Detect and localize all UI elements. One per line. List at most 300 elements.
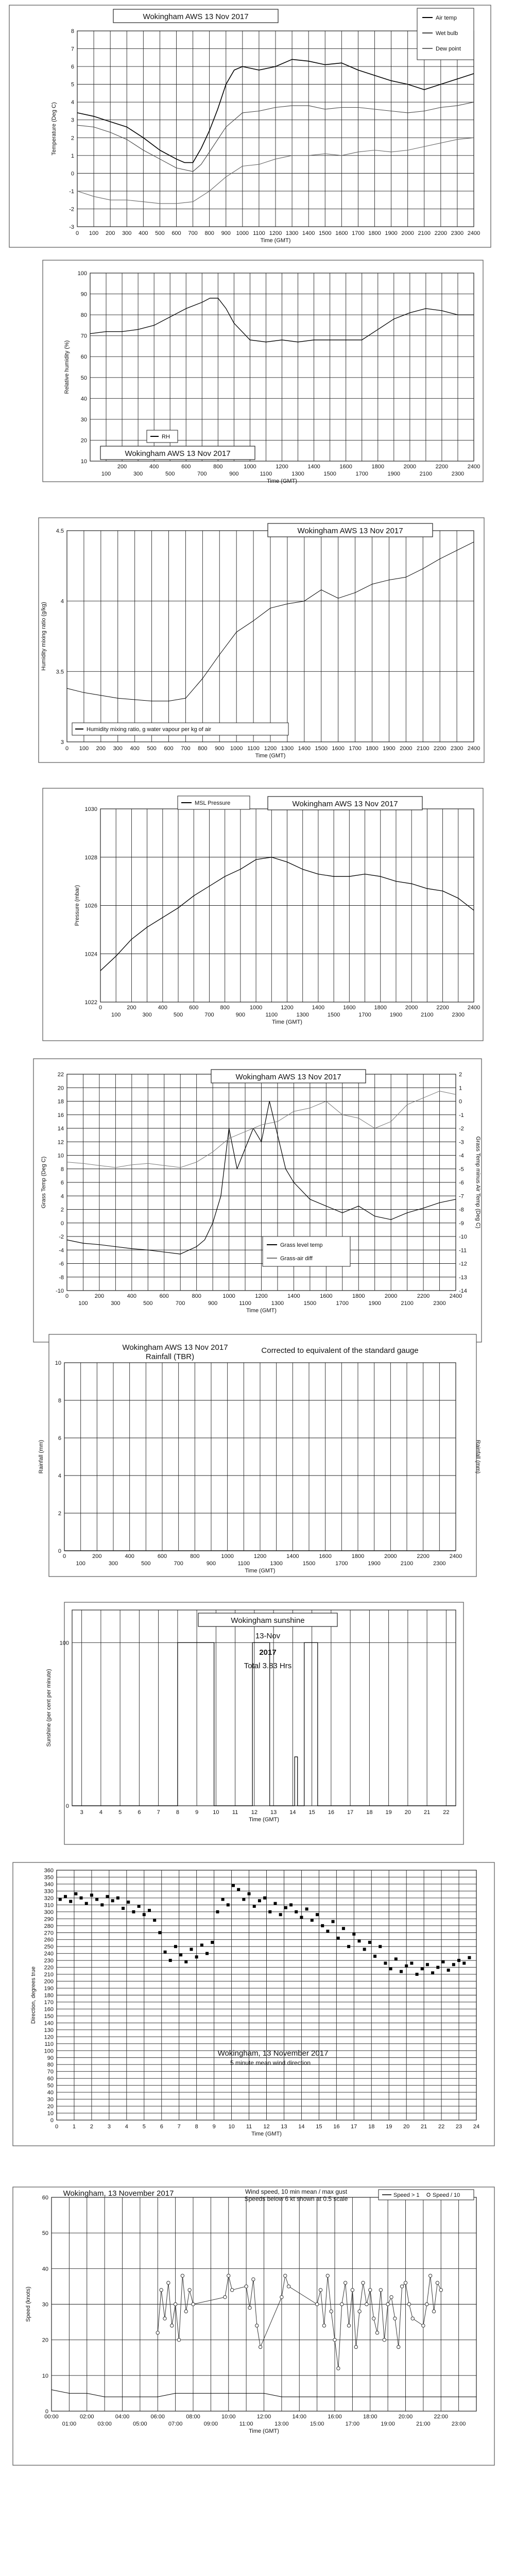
- y-tick-label: 10: [55, 1360, 61, 1366]
- y-tick-label-right: 1: [459, 1085, 462, 1092]
- scatter-point: [263, 1896, 266, 1900]
- x-tick-label: 2100: [401, 1300, 414, 1307]
- scatter-point: [284, 1906, 287, 1909]
- y-tick-label: 6: [71, 64, 74, 71]
- x-tick-label: 11:00: [239, 2421, 253, 2427]
- x-tick-label: 1100: [265, 1012, 278, 1018]
- chart-wind_speed: [13, 2187, 494, 2465]
- x-tick-label: 16: [333, 2124, 340, 2130]
- x-tick-label: 1400: [298, 745, 311, 752]
- x-tick-label: 1800: [351, 1553, 365, 1560]
- y-tick-label: 6: [58, 1435, 61, 1442]
- scatter-point: [164, 1951, 167, 1954]
- x-tick-label: 9: [212, 2124, 216, 2130]
- x-tick-label: 1900: [368, 1561, 381, 1567]
- x-tick-label: 12: [251, 1809, 258, 1816]
- x-tick-label: 100: [101, 471, 111, 477]
- x-tick-label: 5: [118, 1809, 122, 1816]
- chart-title: Wokingham AWS 13 Nov 2017: [125, 449, 231, 458]
- gust-marker: [362, 2281, 365, 2284]
- x-tick-label: 400: [125, 1553, 134, 1560]
- y-tick-label: 150: [44, 2013, 54, 2020]
- scatter-point: [122, 1907, 125, 1910]
- y-tick-label-right: -14: [459, 1288, 467, 1294]
- gust-marker: [411, 2317, 414, 2320]
- scatter-point: [273, 1902, 277, 1905]
- scatter-point: [148, 1909, 151, 1912]
- gust-marker: [230, 2289, 233, 2292]
- x-tick-label: 600: [157, 1553, 167, 1560]
- gust-marker: [386, 2302, 389, 2306]
- x-tick-label: 13:00: [274, 2421, 289, 2427]
- y-tick-label: 12: [57, 1139, 64, 1146]
- y-tick-label-right: -13: [459, 1274, 467, 1281]
- y-tick-label: 350: [44, 1874, 54, 1881]
- y-tick-label: 40: [47, 2090, 54, 2096]
- x-tick-label: 16:00: [328, 2414, 342, 2420]
- y-tick-label-right: -10: [459, 1234, 467, 1240]
- y-tick-label: 60: [80, 354, 87, 361]
- x-tick-label: 2300: [433, 1300, 446, 1307]
- y-tick-label: 6: [60, 1180, 64, 1186]
- scatter-point: [394, 1957, 398, 1960]
- x-tick-label: 200: [96, 745, 106, 752]
- x-tick-label: 0: [55, 2124, 59, 2130]
- y-tick-label: -3: [69, 224, 74, 230]
- x-tick-label: 7: [157, 1809, 160, 1816]
- gust-marker: [181, 2274, 184, 2277]
- scatter-point: [379, 1945, 382, 1948]
- x-tick-label: 1500: [302, 1561, 316, 1567]
- y-tick-label: 0: [45, 2409, 48, 2415]
- x-tick-label: 2100: [418, 230, 431, 236]
- x-tick-label: 2000: [400, 745, 413, 752]
- x-tick-label: 1800: [366, 745, 379, 752]
- gust-marker: [315, 2302, 318, 2306]
- x-tick-label: 900: [229, 471, 239, 477]
- scatter-point: [326, 1930, 329, 1933]
- x-tick-label: 19: [385, 1809, 392, 1816]
- y-tick-label: 20: [47, 2104, 54, 2110]
- x-tick-label: 1500: [303, 1300, 317, 1307]
- x-tick-label: 1700: [352, 230, 365, 236]
- y-tick-label-right: -11: [459, 1247, 467, 1254]
- x-tick-label: 1200: [255, 1293, 268, 1299]
- scatter-point: [410, 1962, 413, 1965]
- scatter-point: [258, 1899, 261, 1902]
- x-tick-label: 07:00: [168, 2421, 183, 2427]
- y-tick-label: 8: [60, 1166, 64, 1173]
- scatter-point: [347, 1945, 350, 1948]
- scatter-point: [111, 1899, 114, 1902]
- x-tick-label: 10: [213, 1809, 219, 1816]
- x-tick-label: 0: [65, 745, 69, 752]
- x-tick-label: 900: [235, 1012, 246, 1018]
- scatter-point: [174, 1945, 177, 1948]
- y-tick-label: 160: [44, 2006, 54, 2013]
- y-tick-label: 5: [71, 81, 74, 88]
- x-tick-label: 100: [79, 745, 89, 752]
- x-tick-label: 1400: [307, 464, 320, 470]
- x-tick-label: 700: [188, 230, 198, 236]
- x-tick-label: 900: [215, 745, 225, 752]
- y-tick-label: 340: [44, 1881, 54, 1888]
- y-tick-label: 60: [47, 2076, 54, 2082]
- x-tick-label: 2400: [467, 745, 480, 752]
- legend-swatch: [427, 2193, 430, 2196]
- x-tick-label: 2: [90, 2124, 93, 2130]
- scatter-point: [389, 1967, 392, 1970]
- x-tick-label: 2000: [384, 1553, 397, 1560]
- scatter-point: [295, 1910, 298, 1913]
- x-tick-label: 2400: [467, 1005, 480, 1011]
- y-tick-label: 3: [60, 739, 64, 745]
- y-axis-label: Temperature (Deg C): [51, 102, 57, 156]
- x-tick-label: 400: [127, 1293, 137, 1299]
- x-tick-label: 1500: [319, 230, 332, 236]
- y-tick-label: 18: [57, 1098, 64, 1105]
- x-tick-label: 2200: [434, 230, 448, 236]
- scatter-point: [373, 1955, 376, 1958]
- y-tick-label: -10: [56, 1288, 64, 1294]
- x-tick-label: 1900: [389, 1012, 403, 1018]
- scatter-point: [321, 1924, 324, 1927]
- y-tick-label: 290: [44, 1916, 54, 1923]
- chart-rainfall: [38, 1334, 481, 1577]
- y-tick-label: 260: [44, 1937, 54, 1943]
- scatter-point: [363, 1948, 366, 1951]
- x-tick-label: 2000: [405, 1005, 418, 1011]
- x-tick-label: 300: [108, 1561, 118, 1567]
- scatter-point: [289, 1903, 293, 1906]
- gust-marker: [322, 2324, 325, 2327]
- x-tick-label: 18: [368, 2124, 375, 2130]
- y-tick-label-right: 2: [459, 1072, 462, 1078]
- scatter-point: [116, 1896, 119, 1900]
- x-tick-label: 14:00: [292, 2414, 307, 2420]
- x-tick-label: 1400: [312, 1005, 325, 1011]
- gust-marker: [379, 2289, 382, 2292]
- y-tick-label-right: -8: [459, 1207, 464, 1213]
- x-tick-label: 800: [204, 230, 214, 236]
- chart-sunshine: [46, 1602, 464, 1844]
- x-tick-label: 500: [165, 471, 175, 477]
- scatter-point: [421, 1967, 424, 1970]
- x-tick-label: 1300: [270, 1561, 283, 1567]
- scatter-point: [237, 1888, 240, 1891]
- x-tick-label: 1300: [271, 1300, 284, 1307]
- x-tick-label: 1400: [287, 1293, 300, 1299]
- x-tick-label: 1500: [323, 471, 336, 477]
- legend-entry: Grass level temp: [280, 1242, 323, 1248]
- chart-mixing: [39, 518, 484, 762]
- chart-title: Wokingham AWS 13 Nov 2017: [122, 1343, 228, 1352]
- legend: [263, 1236, 350, 1266]
- x-tick-label: 1400: [286, 1553, 299, 1560]
- scatter-point: [431, 1971, 434, 1974]
- x-tick-label: 1700: [349, 745, 362, 752]
- y-tick-label-right: -9: [459, 1220, 464, 1227]
- x-tick-label: 2200: [433, 745, 447, 752]
- x-tick-label: 1000: [222, 1293, 235, 1299]
- x-tick-label: 12: [263, 2124, 270, 2130]
- x-tick-label: 9: [195, 1809, 199, 1816]
- x-tick-label: 23: [455, 2124, 462, 2130]
- x-tick-label: 500: [143, 1300, 153, 1307]
- chart-pressure: [43, 788, 483, 1041]
- x-tick-label: 1700: [335, 1561, 348, 1567]
- y-tick-label: -8: [59, 1274, 64, 1281]
- scatter-point: [158, 1931, 161, 1934]
- x-axis-label: Time (GMT): [255, 753, 286, 759]
- scatter-point: [64, 1895, 67, 1898]
- gust-marker: [369, 2289, 372, 2292]
- x-tick-label: 10:00: [221, 2414, 236, 2420]
- x-tick-label: 13: [281, 2124, 287, 2130]
- y-tick-label: 30: [80, 416, 87, 423]
- y-tick-label: 50: [42, 2230, 48, 2237]
- scatter-point: [69, 1900, 72, 1903]
- y-tick-label: 10: [80, 459, 87, 465]
- y-tick-label: 4: [58, 1473, 61, 1479]
- gust-marker: [351, 2289, 354, 2292]
- x-tick-label: 100: [111, 1012, 121, 1018]
- x-tick-label: 1300: [296, 1012, 309, 1018]
- gust-marker: [372, 2317, 375, 2320]
- gust-marker: [375, 2331, 379, 2334]
- y-tick-label: 50: [47, 2082, 54, 2089]
- y-tick-label: 240: [44, 1951, 54, 1957]
- legend-entry: Air temp: [436, 15, 457, 21]
- x-tick-label: 1100: [260, 471, 272, 477]
- y-tick-label: 170: [44, 1999, 54, 2006]
- x-tick-label: 2200: [436, 1005, 449, 1011]
- gust-marker: [156, 2331, 159, 2334]
- gust-marker: [170, 2324, 174, 2327]
- gust-marker: [192, 2302, 195, 2306]
- x-tick-label: 900: [206, 1561, 216, 1567]
- scatter-point: [452, 1963, 455, 1966]
- scatter-point: [211, 1941, 214, 1944]
- y-tick-label: 110: [44, 2041, 54, 2047]
- scatter-point: [195, 1955, 198, 1958]
- x-tick-label: 6: [160, 2124, 163, 2130]
- scatter-point: [248, 1892, 251, 1895]
- x-tick-label: 400: [139, 230, 148, 236]
- y-tick-label: 8: [71, 28, 74, 35]
- x-tick-label: 0: [75, 230, 79, 236]
- x-tick-label: 2000: [403, 464, 417, 470]
- x-tick-label: 13: [270, 1809, 277, 1816]
- scatter-point: [279, 1913, 282, 1916]
- x-tick-label: 17: [347, 1809, 354, 1816]
- y-tick-label: 80: [47, 2062, 54, 2069]
- x-tick-label: 22:00: [434, 2414, 449, 2420]
- x-tick-label: 2300: [433, 1561, 446, 1567]
- y-tick-label: 2: [60, 1207, 64, 1213]
- x-tick-label: 11: [232, 1809, 238, 1816]
- x-tick-label: 2400: [449, 1293, 462, 1299]
- x-tick-label: 2300: [452, 1012, 465, 1018]
- gust-marker: [174, 2302, 177, 2306]
- x-tick-label: 08:00: [186, 2414, 200, 2420]
- y-tick-label: 30: [47, 2096, 54, 2103]
- x-tick-label: 2200: [417, 1293, 430, 1299]
- x-tick-label: 1000: [230, 745, 243, 752]
- x-tick-label: 2300: [451, 471, 465, 477]
- scatter-point: [447, 1969, 450, 1972]
- y-axis-label: Humidity mixing ratio (g/kg): [41, 602, 47, 671]
- x-tick-label: 500: [155, 230, 165, 236]
- x-tick-label: 01:00: [62, 2421, 77, 2427]
- x-tick-label: 300: [142, 1012, 152, 1018]
- scatter-point: [462, 1962, 466, 1965]
- y-axis-label: Relative humidity (%): [64, 340, 70, 394]
- x-tick-label: 1300: [285, 230, 299, 236]
- x-tick-label: 300: [113, 745, 123, 752]
- y-tick-label: 0: [71, 171, 74, 177]
- x-tick-label: 1000: [236, 230, 249, 236]
- scatter-point: [357, 1939, 360, 1942]
- y-tick-label: 8: [58, 1398, 61, 1404]
- x-tick-label: 17: [351, 2124, 357, 2130]
- x-tick-label: 1500: [315, 745, 328, 752]
- legend-entry: RH: [162, 434, 170, 440]
- gust-marker: [428, 2274, 432, 2277]
- y-tick-label: 0: [65, 1803, 69, 1809]
- x-tick-label: 500: [173, 1012, 183, 1018]
- x-tick-label: 17:00: [345, 2421, 360, 2427]
- x-tick-label: 02:00: [79, 2414, 94, 2420]
- x-tick-label: 800: [192, 1293, 201, 1299]
- date-label: 13-Nov: [255, 1632, 281, 1640]
- x-tick-label: 14: [298, 2124, 305, 2130]
- gust-marker: [393, 2317, 397, 2320]
- x-tick-label: 1400: [302, 230, 315, 236]
- x-axis-label: Time (GMT): [251, 2131, 282, 2137]
- y-tick-label: 1030: [84, 806, 97, 812]
- y-tick-label: 1026: [84, 903, 97, 909]
- x-tick-label: 2000: [384, 1293, 398, 1299]
- scatter-point: [143, 1913, 146, 1916]
- gust-marker: [167, 2281, 170, 2284]
- x-tick-label: 14: [289, 1809, 296, 1816]
- chart-title: Wokingham AWS 13 Nov 2017: [297, 527, 403, 535]
- scatter-point: [227, 1903, 230, 1906]
- y-axis-label: Rainfall (mm): [38, 1439, 44, 1474]
- x-tick-label: 1200: [253, 1553, 267, 1560]
- gust-marker: [404, 2281, 407, 2284]
- y-tick-label: 100: [44, 2048, 54, 2055]
- y-tick-label: 220: [44, 1964, 54, 1971]
- x-tick-label: 4: [125, 2124, 128, 2130]
- y-axis-label: Pressure (mbar): [74, 885, 80, 926]
- x-tick-label: 1100: [239, 1300, 251, 1307]
- scatter-point: [436, 1966, 439, 1969]
- x-tick-label: 700: [174, 1561, 183, 1567]
- scatter-point: [179, 1953, 182, 1956]
- x-tick-label: 1600: [343, 1005, 356, 1011]
- y-tick-label: 16: [57, 1112, 64, 1118]
- scatter-point: [85, 1902, 88, 1905]
- y-tick-label: 250: [44, 1944, 54, 1951]
- chart-subtitle: 5 minute mean wind direction: [230, 2059, 311, 2066]
- y-tick-label: 230: [44, 1958, 54, 1964]
- x-tick-label: 15:00: [310, 2421, 324, 2427]
- x-tick-label: 1100: [253, 230, 265, 236]
- x-axis-label: Time (GMT): [249, 2428, 279, 2434]
- gust-marker: [333, 2338, 336, 2341]
- scatter-point: [138, 1905, 141, 1908]
- y-tick-label: 120: [44, 2034, 54, 2041]
- x-tick-label: 18: [366, 1809, 373, 1816]
- y-tick-label: 70: [47, 2069, 54, 2075]
- scatter-point: [169, 1959, 172, 1962]
- scatter-point: [184, 1960, 187, 1963]
- x-tick-label: 8: [195, 2124, 198, 2130]
- scatter-point: [74, 1892, 77, 1895]
- x-tick-label: 0: [62, 1553, 66, 1560]
- scatter-point: [242, 1898, 245, 1901]
- x-tick-label: 15: [308, 1809, 315, 1816]
- y-tick-label: 4.5: [56, 528, 64, 534]
- scatter-point: [426, 1963, 429, 1966]
- x-tick-label: 100: [78, 1300, 88, 1307]
- chart-humidity: [43, 260, 483, 484]
- gust-marker: [280, 2295, 283, 2298]
- scatter-point: [416, 1973, 419, 1976]
- y-tick-label-right: -6: [459, 1180, 464, 1186]
- legend-entry: MSL Pressure: [195, 800, 231, 806]
- y-tick-label-right: 0: [459, 1098, 462, 1105]
- scatter-point: [337, 1937, 340, 1940]
- x-tick-label: 5: [142, 2124, 146, 2130]
- legend-entry: Dew point: [436, 46, 461, 52]
- x-tick-label: 600: [159, 1293, 169, 1299]
- y-tick-label-right: -4: [459, 1153, 464, 1159]
- y-tick-label: 22: [57, 1072, 64, 1078]
- y-tick-label-right: -7: [459, 1193, 464, 1200]
- x-tick-label: 21: [421, 2124, 427, 2130]
- x-tick-label: 1600: [332, 745, 345, 752]
- scatter-point: [127, 1901, 130, 1904]
- x-tick-label: 900: [208, 1300, 218, 1307]
- x-tick-label: 600: [181, 464, 191, 470]
- gust-marker: [224, 2295, 227, 2298]
- x-tick-label: 1600: [319, 1553, 332, 1560]
- x-tick-label: 200: [127, 1005, 136, 1011]
- y-tick-label: 270: [44, 1930, 54, 1937]
- x-tick-label: 200: [92, 1553, 102, 1560]
- x-tick-label: 2100: [400, 1561, 414, 1567]
- y-tick-label: 180: [44, 1992, 54, 1999]
- scatter-point: [106, 1895, 109, 1898]
- x-tick-label: 20: [403, 2124, 410, 2130]
- y-tick-label: 0: [58, 1548, 61, 1554]
- x-tick-label: 1000: [249, 1005, 263, 1011]
- x-tick-label: 1200: [276, 464, 288, 470]
- legend-entry: Speed > 1: [393, 2192, 420, 2198]
- scatter-point: [59, 1898, 62, 1901]
- x-tick-label: 1200: [264, 745, 277, 752]
- x-tick-label: 2000: [401, 230, 414, 236]
- scatter-point: [368, 1941, 371, 1944]
- y-tick-label: -2: [69, 206, 74, 213]
- x-tick-label: 2100: [421, 1012, 434, 1018]
- x-tick-label: 1800: [368, 230, 381, 236]
- scatter-point: [80, 1896, 83, 1900]
- y-tick-label: 60: [42, 2195, 48, 2201]
